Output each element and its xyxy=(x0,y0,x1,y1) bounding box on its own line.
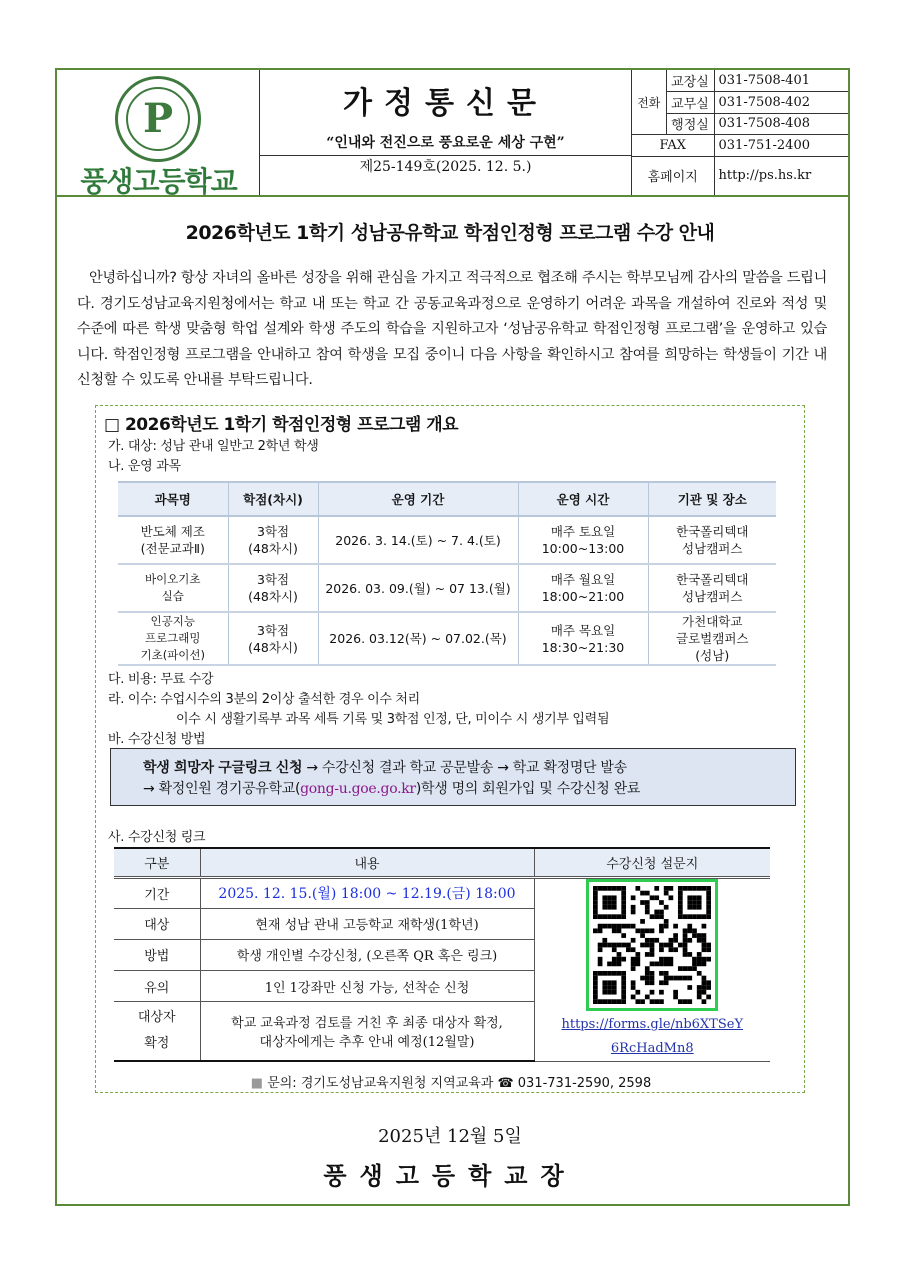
row-label: 대상자 확정 xyxy=(114,1002,200,1061)
column-header: 학점(차시) xyxy=(228,482,318,516)
flow-step: → 확정인원 경기공유학교( xyxy=(143,781,301,797)
completion-line: 라. 이수: 수업시수의 3분의 2이상 출석한 경우 이수 처리 xyxy=(108,692,420,707)
column-header: 구분 xyxy=(114,848,200,877)
letterhead xyxy=(57,70,848,197)
completion-note: 이수 시 생활기록부 과목 세특 기록 및 3학점 인정, 단, 미이수 시 생기부 입력됨 xyxy=(176,712,610,727)
cube-icon: ■ xyxy=(250,1076,268,1091)
course-time: 매주 목요일 18:30~21:30 xyxy=(518,612,648,665)
column-header: 내용 xyxy=(200,848,534,877)
link-label: 사. 수강신청 링크 xyxy=(108,830,206,845)
fax-label: FAX xyxy=(632,135,714,157)
course-period: 2026. 3. 14.(토) ~ 7. 4.(토) xyxy=(318,516,518,564)
row-label: 기간 xyxy=(114,877,200,908)
row-value: 학생 개인별 수강신청, (오른쪽 QR 혹은 링크) xyxy=(200,939,534,970)
row-value: 1인 1강좌만 신청 가능, 선착순 신청 xyxy=(200,971,534,1002)
course-credit: 3학점 (48차시) xyxy=(228,564,318,612)
application-table xyxy=(114,847,770,1062)
phone-office-label: 교무실 xyxy=(666,92,714,114)
fax-number: 031-751-2400 xyxy=(714,135,848,157)
course-credit: 3학점 (48차시) xyxy=(228,612,318,665)
course-row xyxy=(118,516,776,564)
course-place: 한국폴리텍대 성남캠퍼스 xyxy=(648,564,776,612)
phone-number: 031-7508-401 xyxy=(714,70,848,92)
course-name: 반도체 제조 (전문교과Ⅱ) xyxy=(118,516,228,564)
course-name: 인공지능 프로그래밍 기초(파이선) xyxy=(118,612,228,665)
qr-code-icon[interactable] xyxy=(586,879,718,1011)
cost-line: 다. 비용: 무료 수강 xyxy=(108,672,214,687)
contact-table xyxy=(632,70,848,195)
application-row xyxy=(114,877,770,908)
flow-step: → 수강신청 결과 학교 공문발송 → 학교 확정명단 발송 xyxy=(302,760,627,776)
column-header: 기관 및 장소 xyxy=(648,482,776,516)
school-motto: “인내와 전진으로 풍요로운 세상 구현” xyxy=(326,135,565,151)
school-name: 풍생고등학교 xyxy=(80,165,237,198)
course-row xyxy=(118,564,776,612)
course-time: 매주 월요일 18:00~21:00 xyxy=(518,564,648,612)
course-name: 바이오기초 실습 xyxy=(118,564,228,612)
qr-cell xyxy=(534,877,770,1061)
flow-step-bold: 학생 희망자 구글링크 신청 xyxy=(143,760,303,776)
courses-table xyxy=(118,481,776,666)
column-header: 과목명 xyxy=(118,482,228,516)
course-period: 2026. 03.12(목) ~ 07.02.(목) xyxy=(318,612,518,665)
homepage-link[interactable]: http://ps.hs.kr xyxy=(714,156,848,195)
row-value: 학교 교육과정 검토를 거친 후 최종 대상자 확정, 대상자에게는 추후 안내 예정(12월말) xyxy=(200,1002,534,1061)
course-credit: 3학점 (48차시) xyxy=(228,516,318,564)
phone-office-label: 행정실 xyxy=(666,113,714,135)
application-flow xyxy=(110,748,796,806)
column-header: 운영 기간 xyxy=(318,482,518,516)
program-overview-box xyxy=(95,405,805,1093)
principal-signature: 풍생고등학교장 xyxy=(323,1162,577,1190)
contact-line xyxy=(96,1072,806,1091)
flow-step: )학생 명의 회원가입 및 수강신청 완료 xyxy=(415,781,641,797)
row-label: 방법 xyxy=(114,939,200,970)
homepage-label: 홈페이지 xyxy=(632,156,714,195)
target-line: 가. 대상: 성남 관내 일반고 2학년 학생 xyxy=(108,439,319,454)
course-row xyxy=(118,612,776,665)
issue-number: 제25-149호(2025. 12. 5.) xyxy=(260,156,632,195)
document-title: 2026학년도 1학기 성남공유학교 학점인정형 프로그램 수강 안내 xyxy=(185,222,715,244)
overview-heading: □ 2026학년도 1학기 학점인정형 프로그램 개요 xyxy=(104,415,459,435)
contact-text: 문의: 경기도성남교육지원청 지역교육과 ☎ 031-731-2590, 2598 xyxy=(267,1076,652,1091)
row-label: 유의 xyxy=(114,971,200,1002)
phone-number: 031-7508-402 xyxy=(714,92,848,114)
phone-label: 전화 xyxy=(632,70,666,135)
issue-date: 2025년 12월 5일 xyxy=(378,1126,522,1147)
row-label: 대상 xyxy=(114,908,200,939)
course-place: 한국폴리텍대 성남캠퍼스 xyxy=(648,516,776,564)
course-period: 2026. 03. 09.(월) ~ 07 13.(월) xyxy=(318,564,518,612)
column-header: 수강신청 설문지 xyxy=(534,848,770,877)
school-seal-icon: P xyxy=(115,76,201,162)
method-label: 바. 수강신청 방법 xyxy=(108,732,206,747)
phone-office-label: 교장실 xyxy=(666,70,714,92)
school-logo xyxy=(57,70,260,198)
course-place: 가천대학교 글로벌캠퍼스 (성남) xyxy=(648,612,776,665)
gong-u-link[interactable]: gong-u.goe.go.kr xyxy=(300,781,416,797)
intro-paragraph: 안녕하십니까? 항상 자녀의 올바른 성장을 위해 관심을 가지고 적극적으로 협조해 주시는 학부모님께 감사의 말씀을 드립니다. 경기도성남교육지원청에서는 학교 내 또는 학교 간 공동교육과정으로 운영하기 어려운 과목을 개설하여 진로와 적성 및 수준에 따른 학생 맞춤형 학업 설계와 학생 주도의 학습을 지원하고자 ‘성남공유학교 학점인정형 프로그램’을 운영하고 있습니다. 학점인정형 프로그램을 안내하고 참여 학생을 모집 중이니 다음 사항을 확인하시고 참여를 희망하는 학생들이 기간 내 신청할 수 있도록 안내를 부탁드립니다. xyxy=(77,270,827,388)
course-time: 매주 토요일 10:00~13:00 xyxy=(518,516,648,564)
row-value: 현재 성남 관내 고등학교 재학생(1학년) xyxy=(200,908,534,939)
google-form-link[interactable]: https://forms.gle/nb6XTSeY 6RcHadMn8 xyxy=(561,1016,744,1056)
courses-label: 나. 운영 과목 xyxy=(108,459,181,474)
title-cell xyxy=(260,70,632,156)
row-value: 2025. 12. 15.(월) 18:00 ~ 12.19.(금) 18:00 xyxy=(200,877,534,908)
column-header: 운영 시간 xyxy=(518,482,648,516)
phone-number: 031-7508-408 xyxy=(714,113,848,135)
newsletter-title: 가정통신문 xyxy=(343,86,548,121)
